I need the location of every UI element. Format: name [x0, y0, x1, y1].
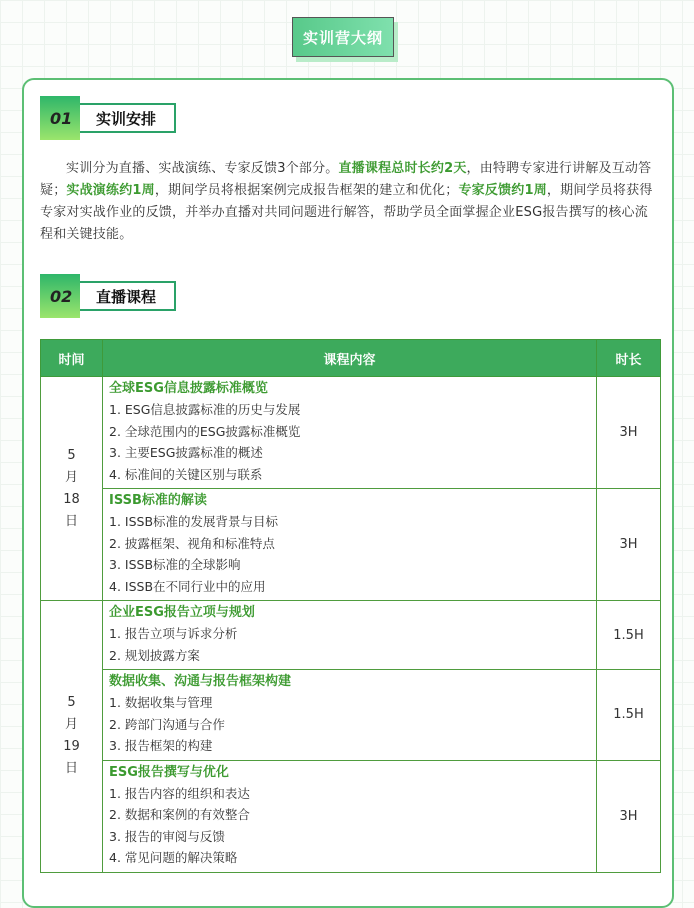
section-number-badge	[40, 96, 80, 140]
date-part: 日	[64, 761, 78, 777]
section-number: 01	[50, 109, 73, 128]
session-content	[103, 670, 597, 761]
intro-text: ，期间学员将根据案例完成报告框架的建立和优化；	[154, 183, 459, 198]
date-part: 月	[64, 469, 78, 485]
date-part: 月	[64, 717, 78, 733]
session-item: 2. 跨部门沟通与合作	[109, 716, 225, 732]
highlight-text: 直播课程总时长约2天	[338, 161, 467, 176]
session-topic: 数据收集、沟通与报告框架构建	[109, 674, 292, 689]
column-header-time: 时间	[41, 340, 103, 377]
schedule-description	[40, 158, 660, 246]
section-number: 02	[50, 287, 73, 306]
date-part: 日	[64, 513, 78, 529]
session-topic: ISSB标准的解读	[109, 493, 207, 508]
session-duration: 3H	[597, 760, 661, 872]
session-item: 1. 报告立项与诉求分析	[109, 626, 238, 641]
table-row	[41, 489, 661, 601]
session-duration: 3H	[597, 377, 661, 489]
session-item: 1. ESG信息披露标准的历史与发展	[109, 402, 301, 417]
course-schedule-table	[40, 339, 661, 873]
section-number-badge	[40, 274, 80, 318]
column-header-content: 课程内容	[103, 340, 597, 377]
session-item: 1. ISSB标准的发展背景与目标	[109, 514, 279, 529]
column-header-duration: 时长	[597, 340, 661, 377]
session-date	[41, 377, 103, 601]
section-title: 实训安排	[96, 109, 157, 128]
table-row	[41, 377, 661, 489]
date-part: 18	[63, 491, 80, 507]
intro-text: ，期间学员将获得专家对实战作业的反馈，并举办直播对共同问题进行解答，帮助学员全面掌握企业ESG报告撰写的核心流程和关键技能。	[40, 183, 653, 242]
table-row	[41, 670, 661, 761]
table-header-row	[41, 340, 661, 377]
session-item: 4. 常见问题的解决策略	[109, 850, 238, 865]
session-item: 2. 全球范围内的ESG披露标准概览	[109, 423, 301, 439]
section-title-box	[80, 281, 176, 311]
session-item: 2. 披露框架、视角和标准特点	[109, 535, 275, 551]
outline-card	[22, 78, 674, 908]
session-item: 3. ISSB标准的全球影响	[109, 557, 241, 572]
session-item: 3. 报告的审阅与反馈	[109, 828, 225, 844]
date-part: 5	[67, 447, 76, 463]
session-item: 1. 数据收集与管理	[109, 695, 213, 710]
session-duration: 1.5H	[597, 601, 661, 670]
session-item: 2. 数据和案例的有效整合	[109, 807, 250, 822]
highlight-text: 实战演练约1周	[66, 183, 155, 198]
session-item: 4. 标准间的关键区别与联系	[109, 466, 263, 482]
session-item: 3. 报告框架的构建	[109, 738, 213, 753]
session-content	[103, 489, 597, 601]
intro-text: ，由特聘专家进行讲解及互动答疑；	[40, 161, 652, 198]
session-date	[41, 601, 103, 873]
section-title-box	[80, 103, 176, 133]
session-duration: 3H	[597, 489, 661, 601]
highlight-text: 专家反馈约1周	[458, 183, 547, 198]
session-topic: ESG报告撰写与优化	[109, 764, 229, 780]
session-content	[103, 760, 597, 872]
session-item: 4. ISSB在不同行业中的应用	[109, 578, 266, 594]
session-topic: 全球ESG信息披露标准概览	[109, 381, 268, 396]
section-title: 直播课程	[96, 287, 157, 306]
page-title: 实训营大纲	[302, 28, 383, 47]
intro-text: 实训分为直播、实战演练、专家反馈3个部分。	[66, 161, 339, 176]
table-row	[41, 760, 661, 872]
session-content	[103, 377, 597, 489]
session-item: 3. 主要ESG披露标准的概述	[109, 445, 263, 460]
table-row	[41, 601, 661, 670]
session-content	[103, 601, 597, 670]
session-topic: 企业ESG报告立项与规划	[109, 605, 255, 620]
session-item: 2. 规划披露方案	[109, 647, 200, 663]
page-title-banner	[292, 17, 400, 65]
page-title-box	[292, 17, 394, 57]
session-duration: 1.5H	[597, 670, 661, 761]
date-part: 19	[63, 739, 80, 755]
session-item: 1. 报告内容的组织和表达	[109, 785, 250, 801]
date-part: 5	[67, 695, 76, 711]
